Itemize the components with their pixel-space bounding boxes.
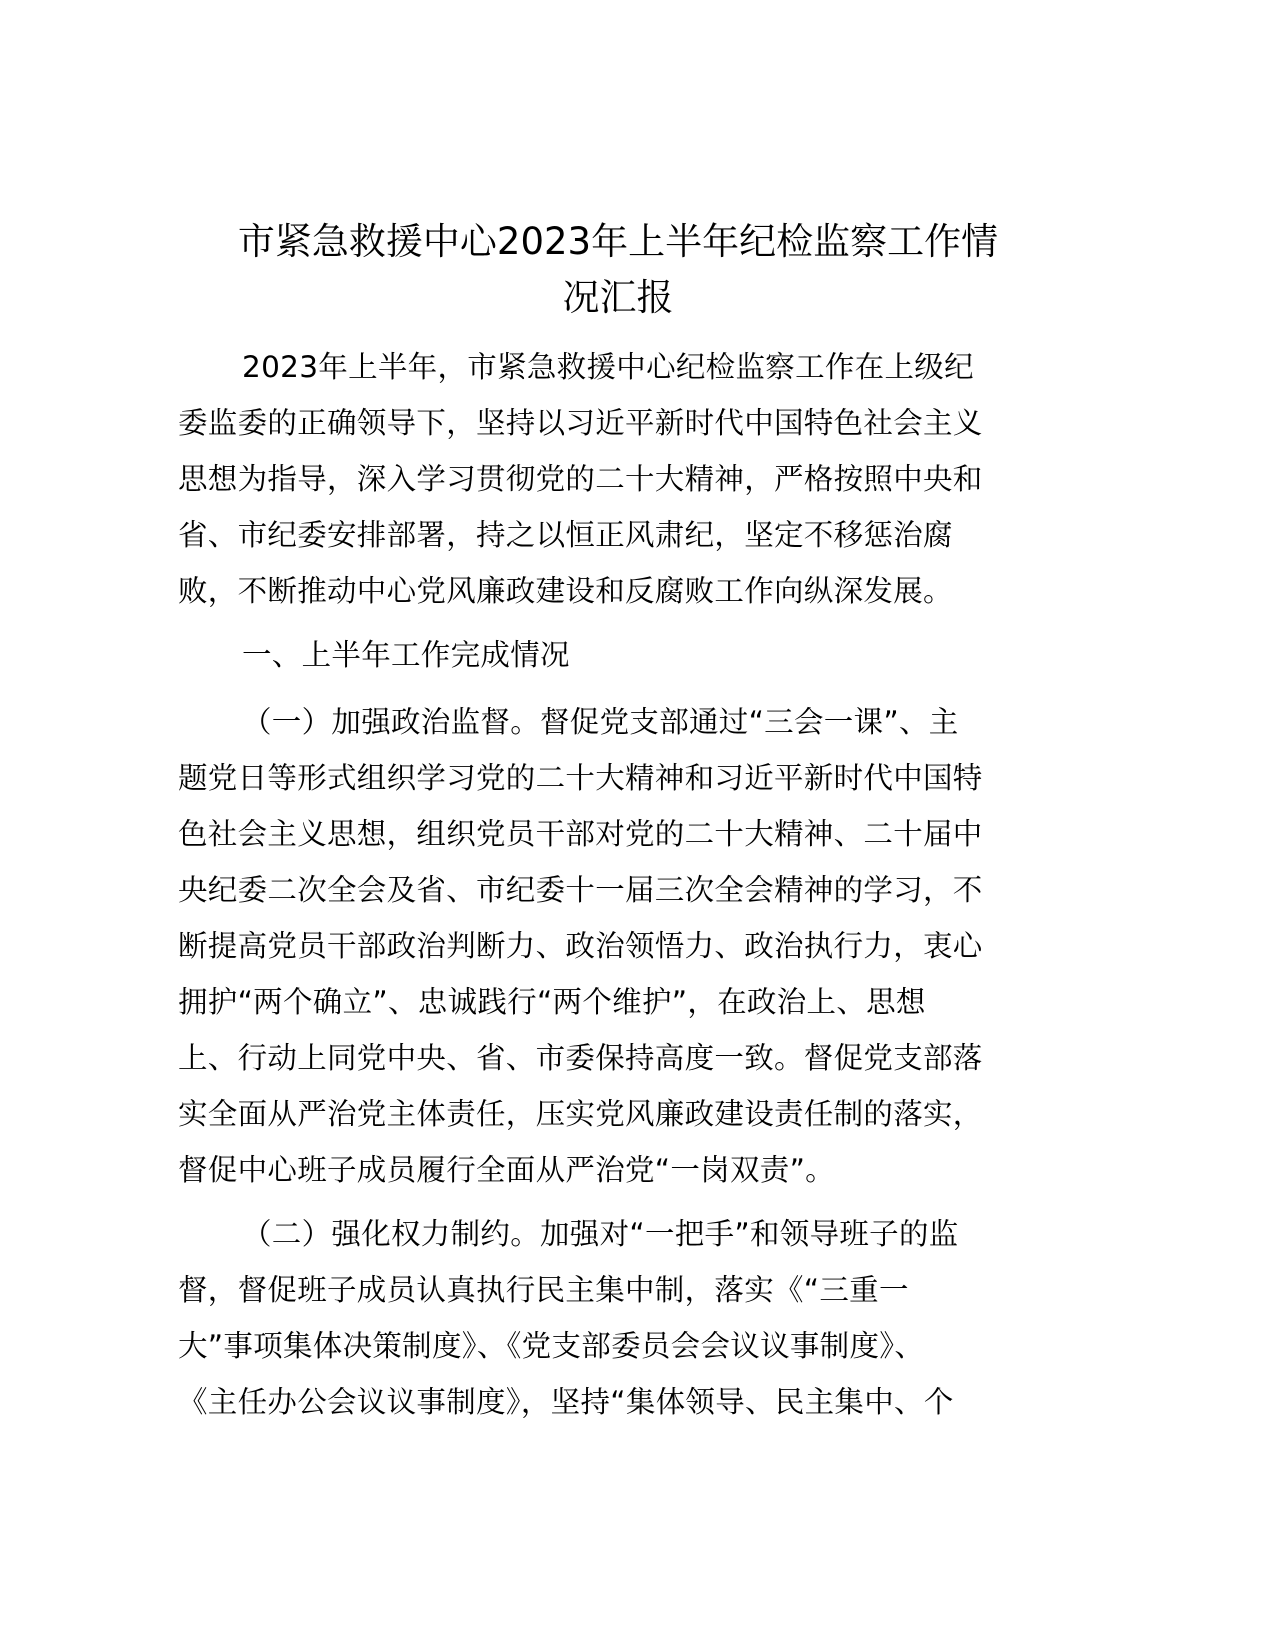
paragraph-line: 败，不断推动中心党风廉政建设和反腐败工作向纵深发展。 — [178, 574, 953, 608]
paragraph-line: 思想为指导，深入学习贯彻党的二十大精神，严格按照中央和 — [178, 462, 983, 496]
paragraph-line: 拥护“两个确立”、忠诚践行“两个维护”，在政治上、思想 — [178, 985, 926, 1019]
paragraph-line: （二）强化权力制约。加强对“一把手”和领导班子的监 — [242, 1217, 959, 1251]
paragraph-line: 《主任办公会议议事制度》，坚持“集体领导、民主集中、个 — [178, 1385, 954, 1419]
title-line-1: 市紧急救援中心2023年上半年纪检监察工作情 — [237, 220, 999, 263]
paragraph-line: 委监委的正确领导下，坚持以习近平新时代中国特色社会主义 — [178, 406, 983, 440]
paragraph-line: 央纪委二次全会及省、市纪委十一届三次全会精神的学习，不 — [178, 873, 983, 907]
paragraph-line: 大”事项集体决策制度》、《党支部委员会会议议事制度》、 — [178, 1329, 925, 1363]
paragraph-line: 实全面从严治党主体责任，压实党风廉政建设责任制的落实， — [178, 1097, 983, 1131]
paragraph-line: 上、行动上同党中央、省、市委保持高度一致。督促党支部落 — [178, 1041, 983, 1075]
paragraph-line: （一）加强政治监督。督促党支部通过“三会一课”、主 — [242, 705, 959, 739]
paragraph-line: 题党日等形式组织学习党的二十大精神和习近平新时代中国特 — [178, 761, 983, 795]
document-title — [178, 214, 1058, 326]
paragraph-line: 2023年上半年，市紧急救援中心纪检监察工作在上级纪 — [242, 350, 974, 384]
paragraph-line: 断提高党员干部政治判断力、政治领悟力、政治执行力，衷心 — [178, 929, 983, 963]
paragraph-line: 色社会主义思想，组织党员干部对党的二十大精神、二十届中 — [178, 817, 983, 851]
paragraph-line: 督，督促班子成员认真执行民主集中制，落实《“三重一 — [178, 1273, 909, 1307]
heading-line: 一、上半年工作完成情况 — [242, 638, 570, 672]
paragraph-line: 省、市纪委安排部署，持之以恒正风肃纪，坚定不移惩治腐 — [178, 518, 953, 552]
title-line-2: 况汇报 — [562, 276, 674, 319]
paragraph-line: 督促中心班子成员履行全面从严治党“一岗双责”。 — [178, 1153, 835, 1187]
